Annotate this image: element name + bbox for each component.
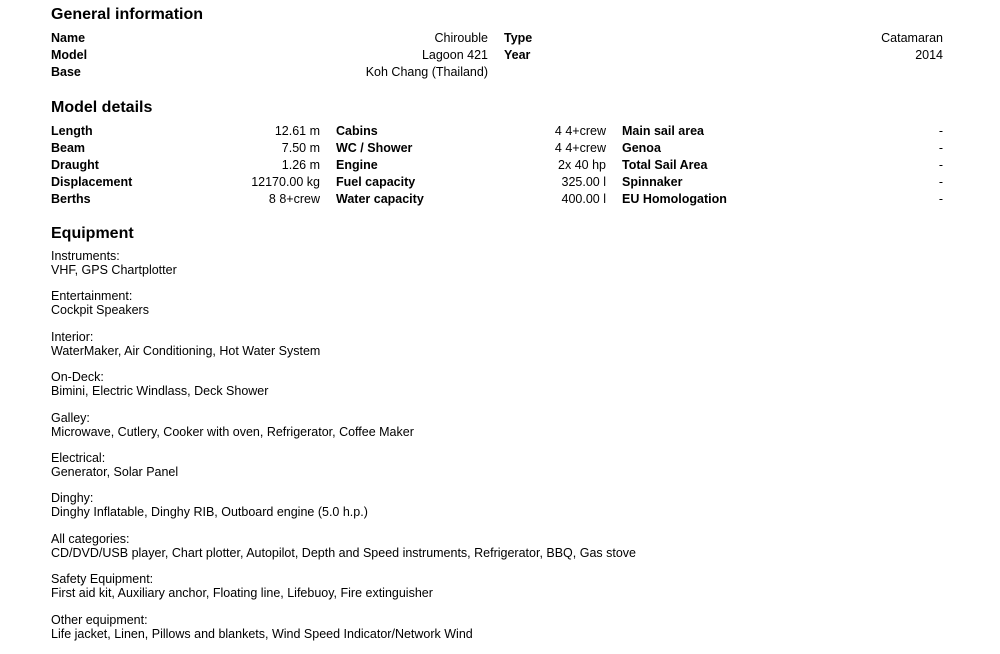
equipment-group [51,249,943,277]
cabins-value: 4 4+crew [554,124,606,138]
model-row [51,157,943,174]
spinnaker-label: Spinnaker [622,175,683,189]
type-label: Type [504,31,533,45]
wc-shower-value: 4 4+crew [554,141,606,155]
equipment-category: All categories: [51,531,130,546]
model-label: Model [51,48,88,62]
equipment-category: Galley: [51,410,90,425]
general-row [51,30,943,47]
cabins-label: Cabins [336,124,378,138]
equipment-group [51,491,943,519]
equipment-group [51,532,943,560]
genoa-value: - [938,141,943,155]
equipment-group [51,613,943,641]
name-value: Chirouble [434,31,488,45]
model-row [51,123,943,140]
model-details-heading: Model details [51,99,153,116]
equipment-category: Other equipment: [51,612,148,627]
engine-value: 2x 40 hp [558,158,606,172]
name-label: Name [51,31,86,45]
length-label: Length [51,124,93,138]
eu-homologation-label: EU Homologation [622,192,727,206]
main-sail-area-label: Main sail area [622,124,704,138]
equipment-items: Bimini, Electric Windlass, Deck Shower [51,384,269,399]
equipment-items: VHF, GPS Chartplotter [51,263,177,277]
base-value: Koh Chang (Thailand) [365,65,488,79]
equipment-items: Microwave, Cutlery, Cooker with oven, Refrigerator, Coffee Maker [51,424,414,439]
beam-value: 7.50 m [281,141,320,155]
model-value: Lagoon 421 [421,48,488,62]
genoa-label: Genoa [622,141,661,155]
equipment-category: Dinghy: [51,491,94,506]
water-capacity-label: Water capacity [336,192,424,206]
equipment-list [51,249,943,653]
draught-value: 1.26 m [281,158,320,172]
model-row [51,140,943,157]
model-row [51,191,943,208]
equipment-items: WaterMaker, Air Conditioning, Hot Water System [51,343,321,358]
base-label: Base [51,65,81,79]
equipment-group [51,411,943,439]
main-sail-area-value: - [938,124,943,138]
length-value: 12.61 m [274,124,320,138]
fuel-capacity-value: 325.00 l [561,175,606,189]
general-information-heading: General information [51,6,204,23]
equipment-items: Generator, Solar Panel [51,464,179,479]
equipment-category: On-Deck: [51,370,104,385]
equipment-category: Instruments: [51,249,120,263]
equipment-category: Interior: [51,329,94,344]
berths-value: 8 8+crew [268,192,320,206]
equipment-category: Safety Equipment: [51,572,154,587]
equipment-group [51,370,943,398]
equipment-heading: Equipment [51,225,134,242]
wc-shower-label: WC / Shower [336,141,413,155]
draught-label: Draught [51,158,99,172]
equipment-group [51,572,943,600]
general-row [51,47,943,64]
equipment-group [51,451,943,479]
year-value: 2014 [915,48,943,62]
eu-homologation-value: - [938,192,943,206]
displacement-label: Displacement [51,175,133,189]
year-label: Year [504,48,531,62]
general-row [51,64,943,81]
displacement-value: 12170.00 kg [251,175,320,189]
equipment-items: CD/DVD/USB player, Chart plotter, Autopilot, Depth and Speed instruments, Refrigerator, BBQ, Gas stove [51,545,637,560]
equipment-items: Dinghy Inflatable, Dinghy RIB, Outboard engine (5.0 h.p.) [51,505,368,520]
equipment-group [51,330,943,358]
model-row [51,174,943,191]
equipment-category: Entertainment: [51,289,133,304]
engine-label: Engine [336,158,378,172]
water-capacity-value: 400.00 l [561,192,606,206]
fuel-capacity-label: Fuel capacity [336,175,416,189]
equipment-items: Life jacket, Linen, Pillows and blankets, Wind Speed Indicator/Network Wind [51,626,473,641]
equipment-group [51,289,943,317]
equipment-category: Electrical: [51,450,106,465]
total-sail-area-value: - [938,158,943,172]
type-value: Catamaran [881,31,943,45]
berths-label: Berths [51,192,91,206]
spinnaker-value: - [938,175,943,189]
total-sail-area-label: Total Sail Area [622,158,708,172]
equipment-items: Cockpit Speakers [51,303,149,318]
beam-label: Beam [51,141,86,155]
equipment-items: First aid kit, Auxiliary anchor, Floating line, Lifebuoy, Fire extinguisher [51,586,433,601]
